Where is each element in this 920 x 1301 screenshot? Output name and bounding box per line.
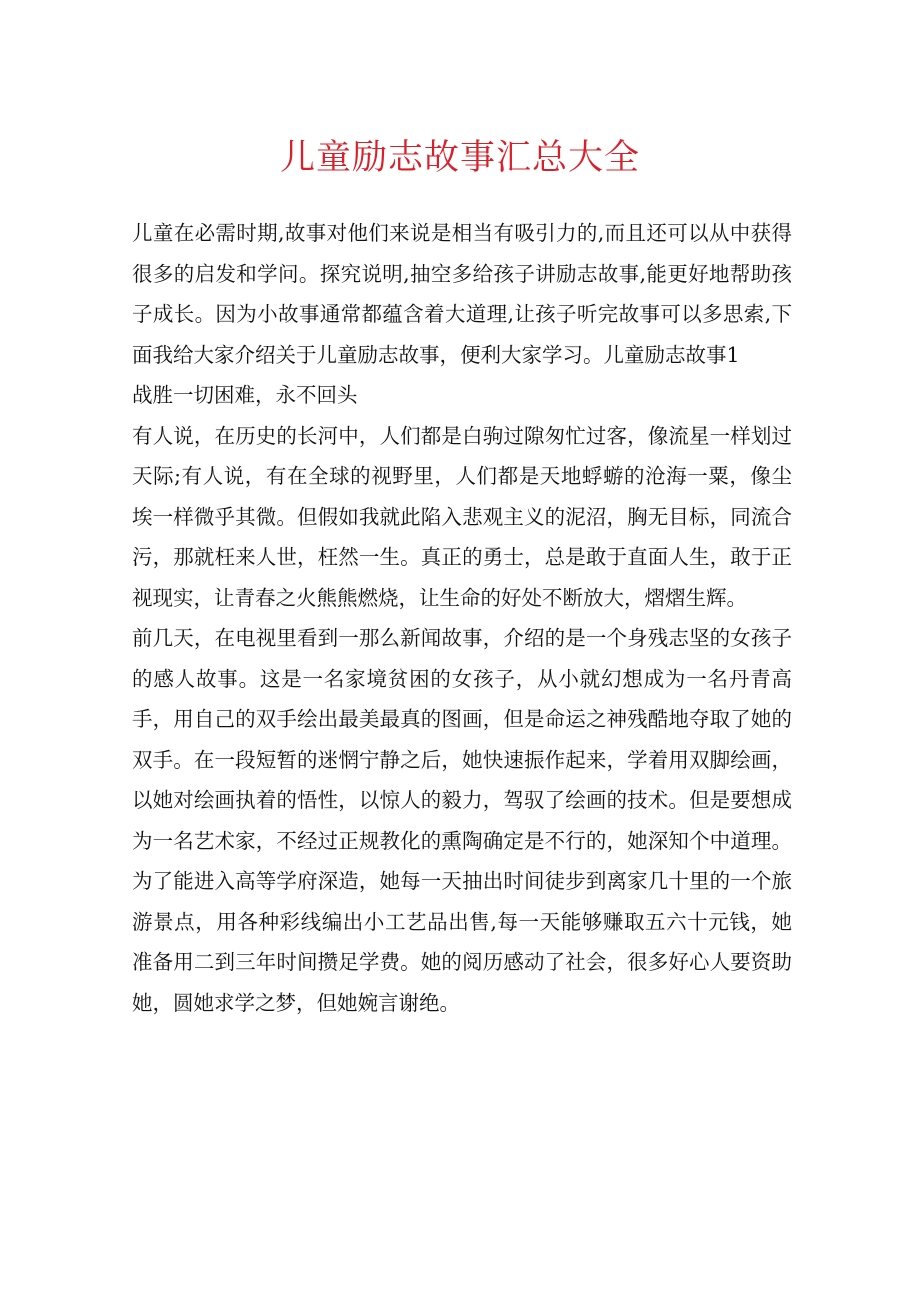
document-body: [132, 213, 792, 1023]
story-paragraph-2: 前几天，在电视里看到一那么新闻故事，介绍的是一个身残志坚的女孩子的感人故事。这是一名家境贫困的女孩子，从小就幻想成为一名丹青高手，用自己的双手绘出最美最真的图画，但是命运之神残酷地夺取了她的双手。在一段短暂的迷惘宁静之后，她快速振作起来，学着用双脚绘画，以她对绘画执着的悟性，以惊人的毅力，驾驭了绘画的技术。但是要想成为一名艺术家，不经过正规教化的熏陶确定是不行的，她深知个中道理。为了能进入高等学府深造，她每一天抽出时间徒步到离家几十里的一个旅游景点，用各种彩线编出小工艺品出售,每一天能够赚取五六十元钱，她准备用二到三年时间攒足学费。她的阅历感动了社会，很多好心人要资助她，圆她求学之梦，但她婉言谢绝。: [132, 626, 792, 1015]
intro-paragraph: 儿童在必需时期,故事对他们来说是相当有吸引力的,而且还可以从中获得很多的启发和学问。探究说明,抽空多给孩子讲励志故事,能更好地帮助孩子成长。因为小故事通常都蕴含着大道理,让孩子听完故事可以多思索,下面我给大家介绍关于儿童励志故事，便利大家学习。儿童励志故事1: [132, 221, 792, 367]
document-title: 儿童励志故事汇总大全: [279, 138, 640, 178]
story-paragraph-1: 有人说，在历史的长河中，人们都是白驹过隙匆忙过客，像流星一样划过天际;有人说，有在全球的视野里，人们都是天地蜉蝣的沧海一粟，像尘埃一样微乎其微。但假如我就此陷入悲观主义的泥沼，胸无目标，同流合污，那就枉来人世，枉然一生。真正的勇士，总是敢于直面人生，敢于正视现实，让青春之火熊熊燃烧，让生命的好处不断放大，熠熠生辉。: [132, 423, 792, 610]
story-title: 战胜一切困难，永不回头: [132, 383, 358, 407]
